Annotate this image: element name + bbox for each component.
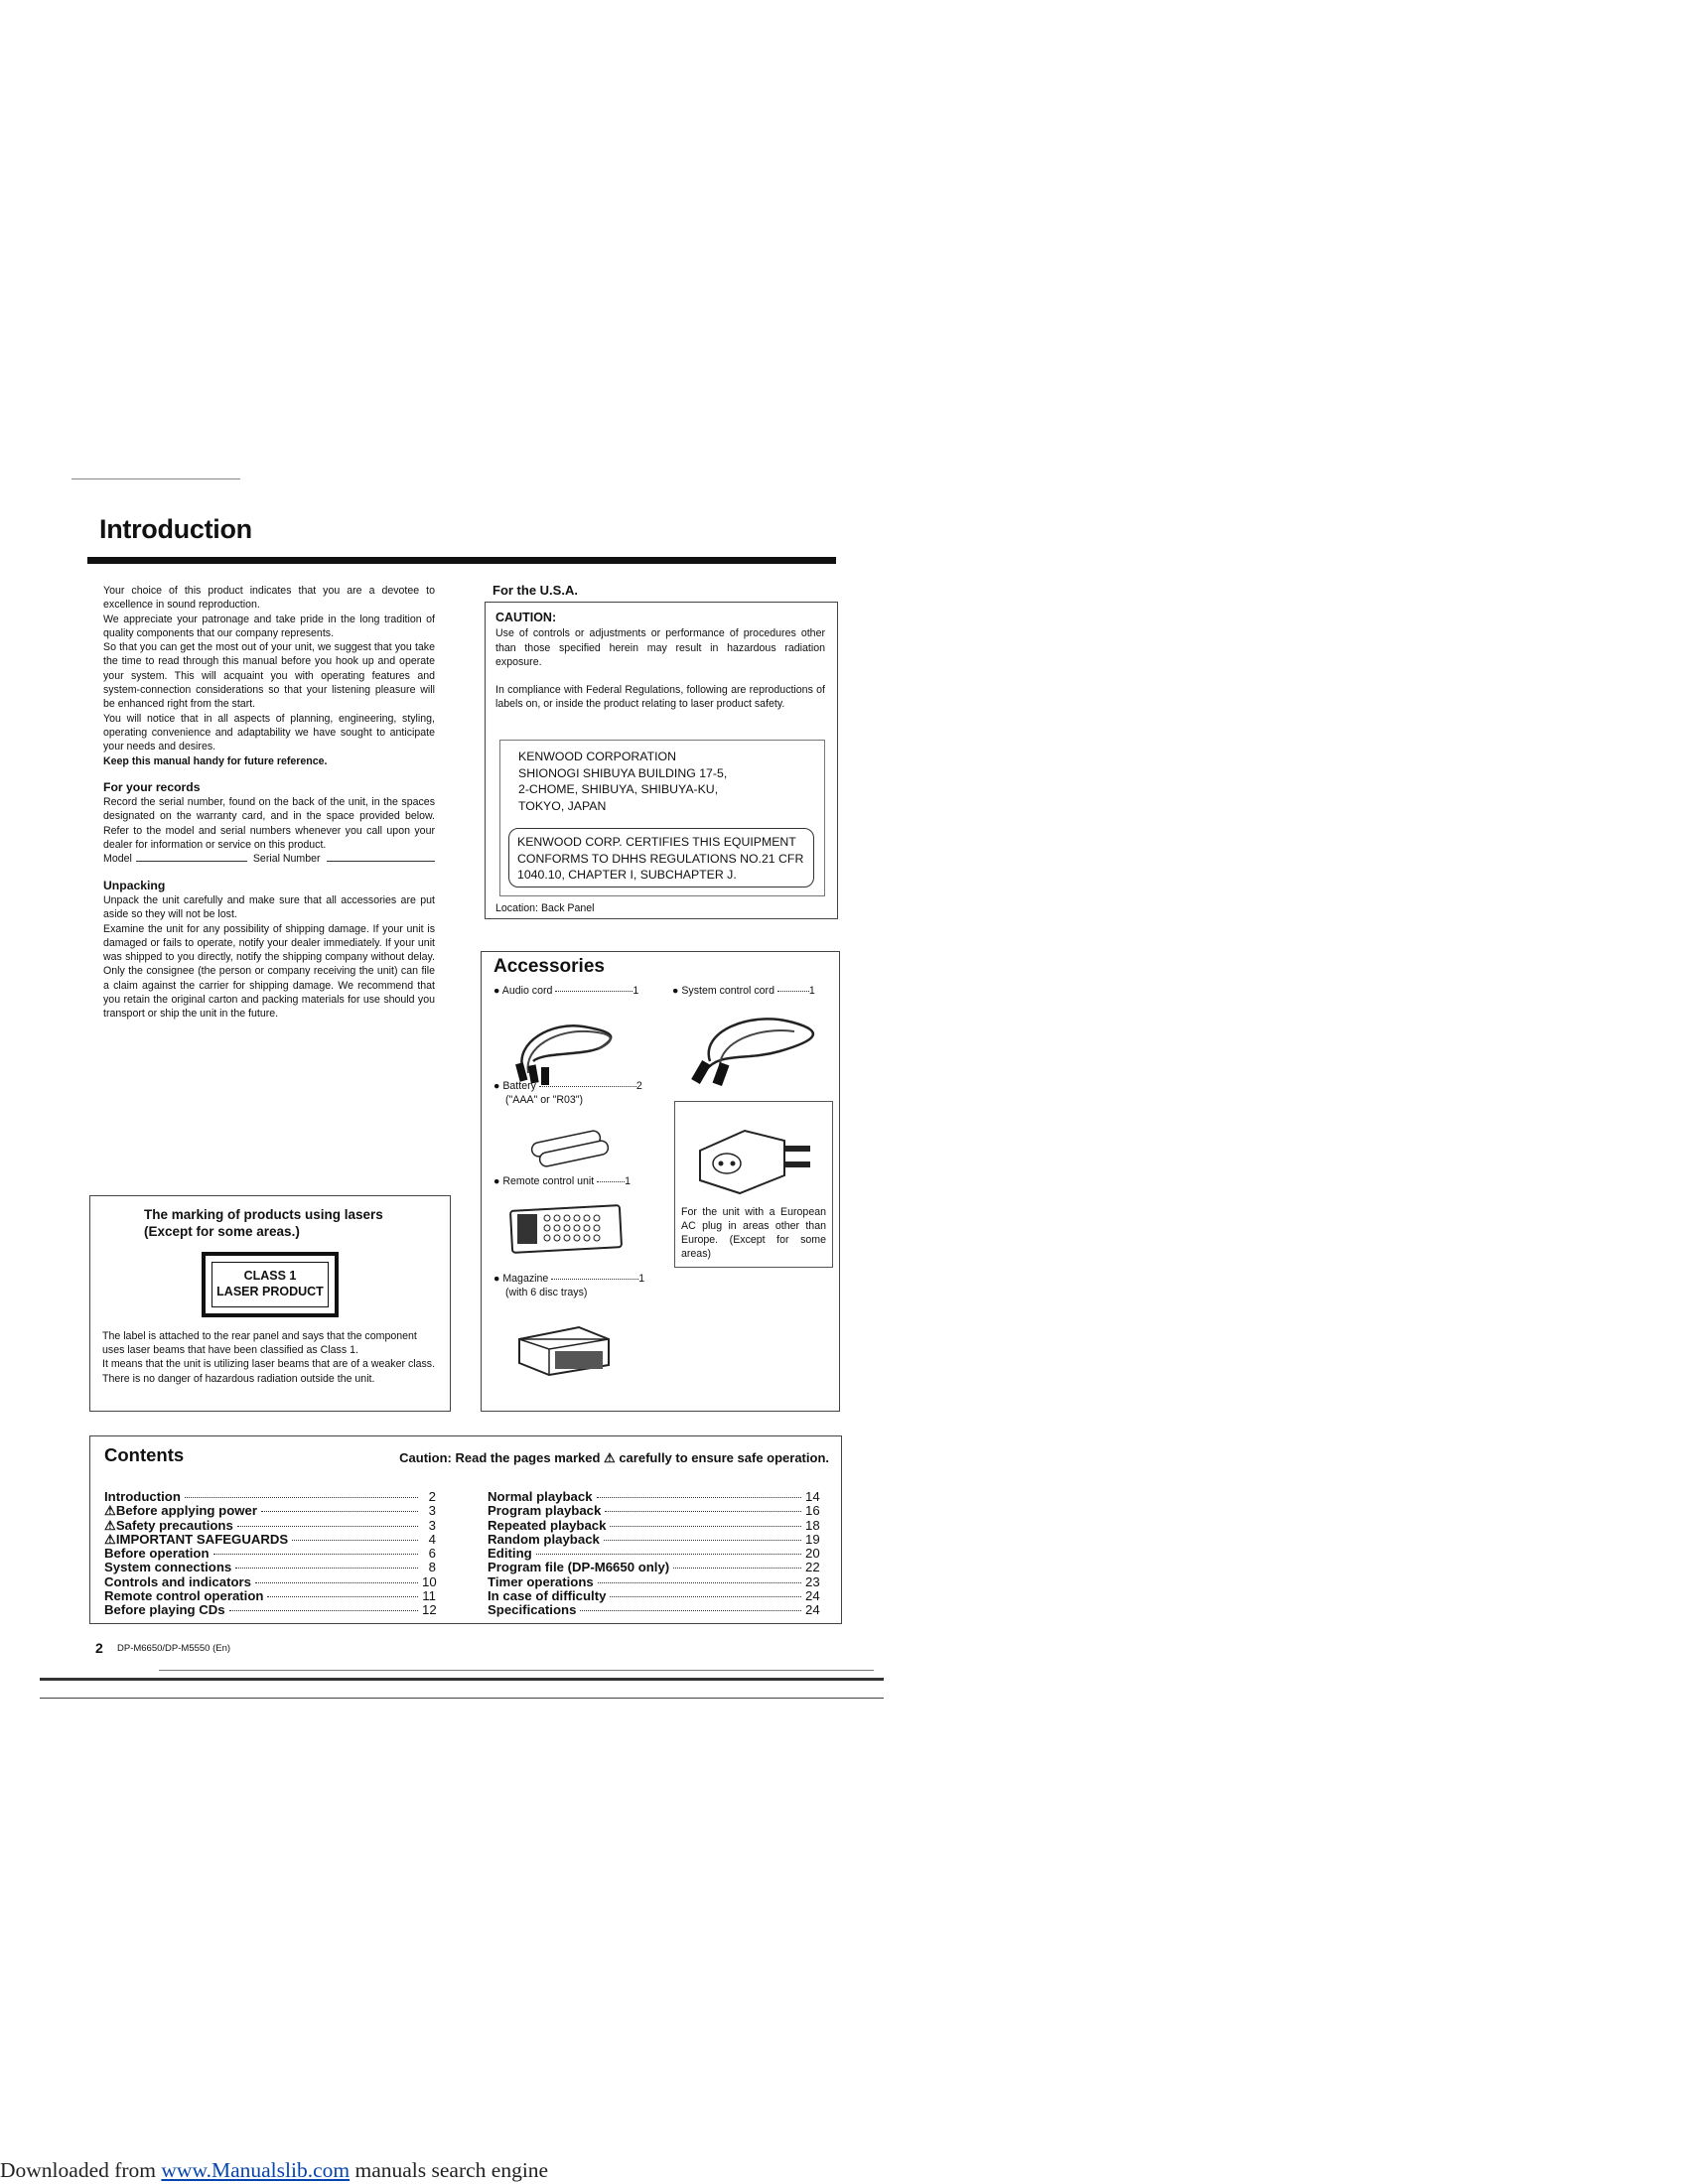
toc-entry-label: ⚠Before applying power xyxy=(104,1503,257,1519)
model-label: Model xyxy=(103,853,132,866)
leader-dots xyxy=(597,1497,801,1498)
leader-dots xyxy=(597,1181,625,1182)
class1-label xyxy=(202,1252,339,1317)
leader-dots xyxy=(605,1511,801,1512)
toc-entry-label: Repeated playback xyxy=(488,1517,607,1533)
toc-entry-label: Random playback xyxy=(488,1531,600,1547)
leader-dots xyxy=(604,1540,801,1541)
toc-entry-label: Normal playback xyxy=(488,1489,593,1504)
address-line: TOKYO, JAPAN xyxy=(518,798,607,813)
toc-entry-page: 12 xyxy=(422,1602,437,1618)
intro-paragraph: So that you can get the most out of your unit, we suggest that you take the time to read through this manual before you hook up and operate your system. This will acquaint you with operating features and system-connection considerations so that your listening pleasure will be enhanced right from the start. xyxy=(103,641,435,711)
class1-text: CLASS 1 xyxy=(243,1269,297,1283)
toc-entry[interactable] xyxy=(488,1561,819,1574)
leader-dots xyxy=(555,991,633,992)
intro-paragraph: We appreciate your patronage and take pride in the long tradition of quality components that our company represents. xyxy=(103,613,435,639)
leader-dots xyxy=(610,1596,801,1597)
plug-adapter-box xyxy=(674,1101,833,1268)
laser-title-line: The marking of products using lasers xyxy=(144,1207,383,1222)
caution-heading: CAUTION: xyxy=(495,611,557,624)
accessory-note: (with 6 disc trays) xyxy=(505,1287,588,1298)
footer-rule xyxy=(40,1698,884,1699)
toc-entry-label: Specifications xyxy=(488,1602,577,1618)
accessory-name: Audio cord xyxy=(501,985,553,997)
address-line: 2-CHOME, SHIBUYA, SHIBUYA-KU, xyxy=(518,782,719,796)
accessory-battery: ● Battery 2 ("AAA" or "R03") xyxy=(493,1080,642,1106)
title-bar xyxy=(87,557,836,564)
leader-dots xyxy=(237,1526,418,1527)
accessory-qty: 1 xyxy=(638,1273,645,1285)
toc-entry[interactable] xyxy=(104,1547,436,1561)
leader-dots xyxy=(610,1526,801,1527)
model-serial-line xyxy=(103,852,435,866)
accessory-name: Remote control unit xyxy=(502,1175,595,1187)
leader-dots xyxy=(777,991,809,992)
plug-note: For the unit with a European AC plug in areas other than Europe. (Except for some areas) xyxy=(681,1206,826,1260)
leader-dots xyxy=(235,1568,418,1569)
toc-entry[interactable] xyxy=(488,1519,819,1533)
system-control-cord-illustration xyxy=(680,1002,819,1091)
toc-entry-page: 20 xyxy=(805,1546,820,1562)
audio-cord-illustration xyxy=(503,1002,623,1091)
class1-label-inner xyxy=(211,1262,329,1307)
toc-entry[interactable] xyxy=(488,1504,819,1518)
toc-entry-page: 11 xyxy=(422,1588,436,1604)
compliance-text: In compliance with Federal Regulations, following are reproductions of labels on, or inside the product relating to laser product safety. xyxy=(495,684,825,711)
toc-entry-label: Editing xyxy=(488,1546,532,1562)
laser-paragraph: It means that the unit is utilizing laser beams that are of a weaker class. There is no danger of hazardous radiation outside the unit. xyxy=(102,1358,436,1385)
intro-column xyxy=(103,584,435,1022)
toc-entry[interactable] xyxy=(104,1504,436,1518)
toc-entry-page: 16 xyxy=(805,1503,820,1519)
toc-entry-label: Remote control operation xyxy=(104,1588,264,1604)
remote-control-illustration xyxy=(501,1198,631,1258)
accessory-qty: 1 xyxy=(808,985,815,997)
contents-title: Contents xyxy=(104,1444,185,1465)
battery-illustration xyxy=(521,1119,621,1168)
accessory-note: ("AAA" or "R03") xyxy=(505,1094,584,1106)
accessory-name: Battery xyxy=(502,1080,536,1092)
leader-dots xyxy=(267,1596,418,1597)
toc-entry-label: Before playing CDs xyxy=(104,1602,225,1618)
address-line: KENWOOD CORPORATION xyxy=(518,750,676,763)
toc-entry-page: 6 xyxy=(428,1546,436,1562)
toc-entry-label: Controls and indicators xyxy=(104,1573,252,1589)
leader-dots xyxy=(229,1610,418,1611)
laser-title-line: (Except for some areas.) xyxy=(144,1224,300,1239)
leader-dots xyxy=(551,1279,638,1280)
usa-heading: For the U.S.A. xyxy=(492,583,578,598)
leader-dots xyxy=(598,1582,801,1583)
toc-entry-label: ⚠IMPORTANT SAFEGUARDS xyxy=(104,1531,289,1547)
page-number: 2 xyxy=(95,1640,103,1656)
toc-entry-page: 10 xyxy=(422,1573,437,1589)
model-blank xyxy=(136,861,247,862)
cert-line: KENWOOD CORP. CERTIFIES THIS EQUIPMENT xyxy=(517,835,796,849)
download-notice xyxy=(0,2158,548,2183)
toc-entry-label: Program file (DP-M6650 only) xyxy=(488,1560,670,1575)
toc-entry-page: 18 xyxy=(805,1517,820,1533)
toc-entry[interactable] xyxy=(488,1547,819,1561)
top-rule xyxy=(71,478,240,479)
toc-entry-page: 8 xyxy=(428,1560,436,1575)
leader-dots xyxy=(292,1540,418,1541)
toc-entry-page: 19 xyxy=(805,1531,820,1547)
footer-rule xyxy=(40,1678,884,1681)
page-title: Introduction xyxy=(99,514,252,544)
toc-left-column xyxy=(104,1490,436,1618)
toc-entry-label: ⚠Safety precautions xyxy=(104,1517,233,1533)
accessory-remote-control: ● Remote control unit 1 xyxy=(493,1175,632,1187)
laser-marking-box xyxy=(89,1195,451,1412)
contents-box xyxy=(89,1435,842,1624)
toc-entry[interactable] xyxy=(104,1533,436,1547)
toc-entry-page: 22 xyxy=(805,1560,820,1575)
serial-label: Serial Number xyxy=(252,853,321,866)
toc-entry[interactable] xyxy=(104,1490,436,1504)
toc-entry-page: 3 xyxy=(428,1517,436,1533)
manualslib-link[interactable]: www.Manualslib.com xyxy=(161,2158,351,2182)
caution-text: Use of controls or adjustments or performance of procedures other than those specified herein may result in hazardous radiation exposure. xyxy=(495,627,825,668)
toc-entry-page: 3 xyxy=(428,1503,436,1519)
toc-entry[interactable] xyxy=(104,1603,436,1617)
toc-entry-page: 24 xyxy=(805,1602,820,1618)
laser-product-text: LASER PRODUCT xyxy=(216,1285,324,1298)
toc-entry-label: System connections xyxy=(104,1560,232,1575)
toc-entry-page: 24 xyxy=(805,1588,820,1604)
accessory-system-control-cord: ● System control cord 1 xyxy=(672,985,815,997)
toc-entry[interactable] xyxy=(104,1575,436,1589)
magazine-illustration xyxy=(509,1319,619,1379)
cert-line: CONFORMS TO DHHS REGULATIONS NO.21 CFR xyxy=(517,851,804,866)
toc-entry[interactable] xyxy=(104,1519,436,1533)
toc-entry-page: 2 xyxy=(428,1489,436,1504)
accessory-magazine: ● Magazine 1 (with 6 disc trays) xyxy=(493,1273,645,1298)
toc-entry[interactable] xyxy=(104,1589,436,1603)
toc-entry-page: 4 xyxy=(428,1531,436,1547)
toc-entry-page: 23 xyxy=(805,1573,820,1589)
leader-dots xyxy=(255,1582,418,1583)
label-location: Location: Back Panel xyxy=(495,902,595,914)
toc-entry-label: Timer operations xyxy=(488,1573,594,1589)
accessories-box xyxy=(481,951,840,1412)
records-heading: For your records xyxy=(103,779,201,794)
cert-line: 1040.10, CHAPTER I, SUBCHAPTER J. xyxy=(517,868,737,882)
toc-entry-label: Before operation xyxy=(104,1546,210,1562)
toc-entry[interactable] xyxy=(488,1575,819,1589)
usa-box xyxy=(485,602,838,919)
download-suffix: manuals search engine xyxy=(350,2158,549,2182)
leader-dots xyxy=(185,1497,418,1498)
leader-dots xyxy=(536,1554,801,1555)
model-code: DP-M6650/DP-M5550 (En) xyxy=(117,1643,231,1654)
certification-label xyxy=(508,828,814,887)
toc-entry-label: Program playback xyxy=(488,1503,602,1519)
label-address xyxy=(518,749,727,814)
accessory-name: System control cord xyxy=(681,985,774,997)
serial-blank xyxy=(327,861,435,862)
address-line: SHIONOGI SHIBUYA BUILDING 17-5, xyxy=(518,765,728,780)
toc-right-column xyxy=(488,1490,819,1618)
label-reproduction xyxy=(499,740,825,896)
intro-paragraph: Your choice of this product indicates that you are a devotee to excellence in sound reproduction. xyxy=(103,585,435,612)
toc-entry[interactable] xyxy=(488,1589,819,1603)
accessory-qty: 2 xyxy=(635,1080,642,1092)
leader-dots xyxy=(261,1511,418,1512)
leader-dots xyxy=(213,1554,418,1555)
toc-entry[interactable] xyxy=(488,1490,819,1504)
toc-entry-label: Introduction xyxy=(104,1489,181,1504)
accessory-audio-cord: ● Audio cord 1 xyxy=(493,985,639,997)
accessories-title: Accessories xyxy=(493,956,605,977)
laser-title xyxy=(144,1206,383,1240)
accessory-qty: 1 xyxy=(625,1175,632,1187)
records-text: Record the serial number, found on the back of the unit, in the spaces designated on the warranty card, and in the space provided below. Refer to the model and serial numbers whenever you call upon your dealer for information or service on this product. xyxy=(103,796,435,852)
toc-entry[interactable] xyxy=(104,1561,436,1574)
accessory-name: Magazine xyxy=(502,1273,549,1285)
usa-caution-block xyxy=(495,611,825,712)
intro-paragraph: You will notice that in all aspects of planning, engineering, styling, operating convenience and adaptability we have sought to anticipate your needs and desires. xyxy=(103,712,435,753)
leader-dots xyxy=(673,1568,801,1569)
toc-entry-label: In case of difficulty xyxy=(488,1588,607,1604)
footer-rule xyxy=(159,1670,874,1671)
toc-entry[interactable] xyxy=(488,1533,819,1547)
unpacking-text: Examine the unit for any possibility of shipping damage. If your unit is damaged or fails to operate, notify your dealer immediately. If your unit was shipped to you directly, notify the shipping company without delay. Only the consignee (the person or company receiving the unit) can file a claim against the carrier for shipping damage. We recommend that you retain the original carton and packing materials for use should you transport or ship the unit in the future. xyxy=(103,922,435,1021)
download-prefix: Downloaded from xyxy=(0,2158,162,2182)
toc-entry[interactable] xyxy=(488,1603,819,1617)
unpacking-text: Unpack the unit carefully and make sure that all accessories are put aside so they will not be lost. xyxy=(103,893,435,921)
unpacking-heading: Unpacking xyxy=(103,878,166,892)
plug-adapter-illustration xyxy=(685,1106,824,1201)
toc-entry-page: 14 xyxy=(805,1489,820,1504)
laser-text xyxy=(102,1329,440,1386)
contents-caution: Caution: Read the pages marked ⚠ carefully to ensure safe operation. xyxy=(399,1450,829,1465)
laser-paragraph: The label is attached to the rear panel and says that the component uses laser beams that have been classified as Class 1. xyxy=(102,1330,417,1357)
leader-dots xyxy=(580,1610,801,1611)
leader-dots xyxy=(539,1086,636,1087)
accessory-qty: 1 xyxy=(633,985,639,997)
keep-note: Keep this manual handy for future reference. xyxy=(103,754,328,767)
